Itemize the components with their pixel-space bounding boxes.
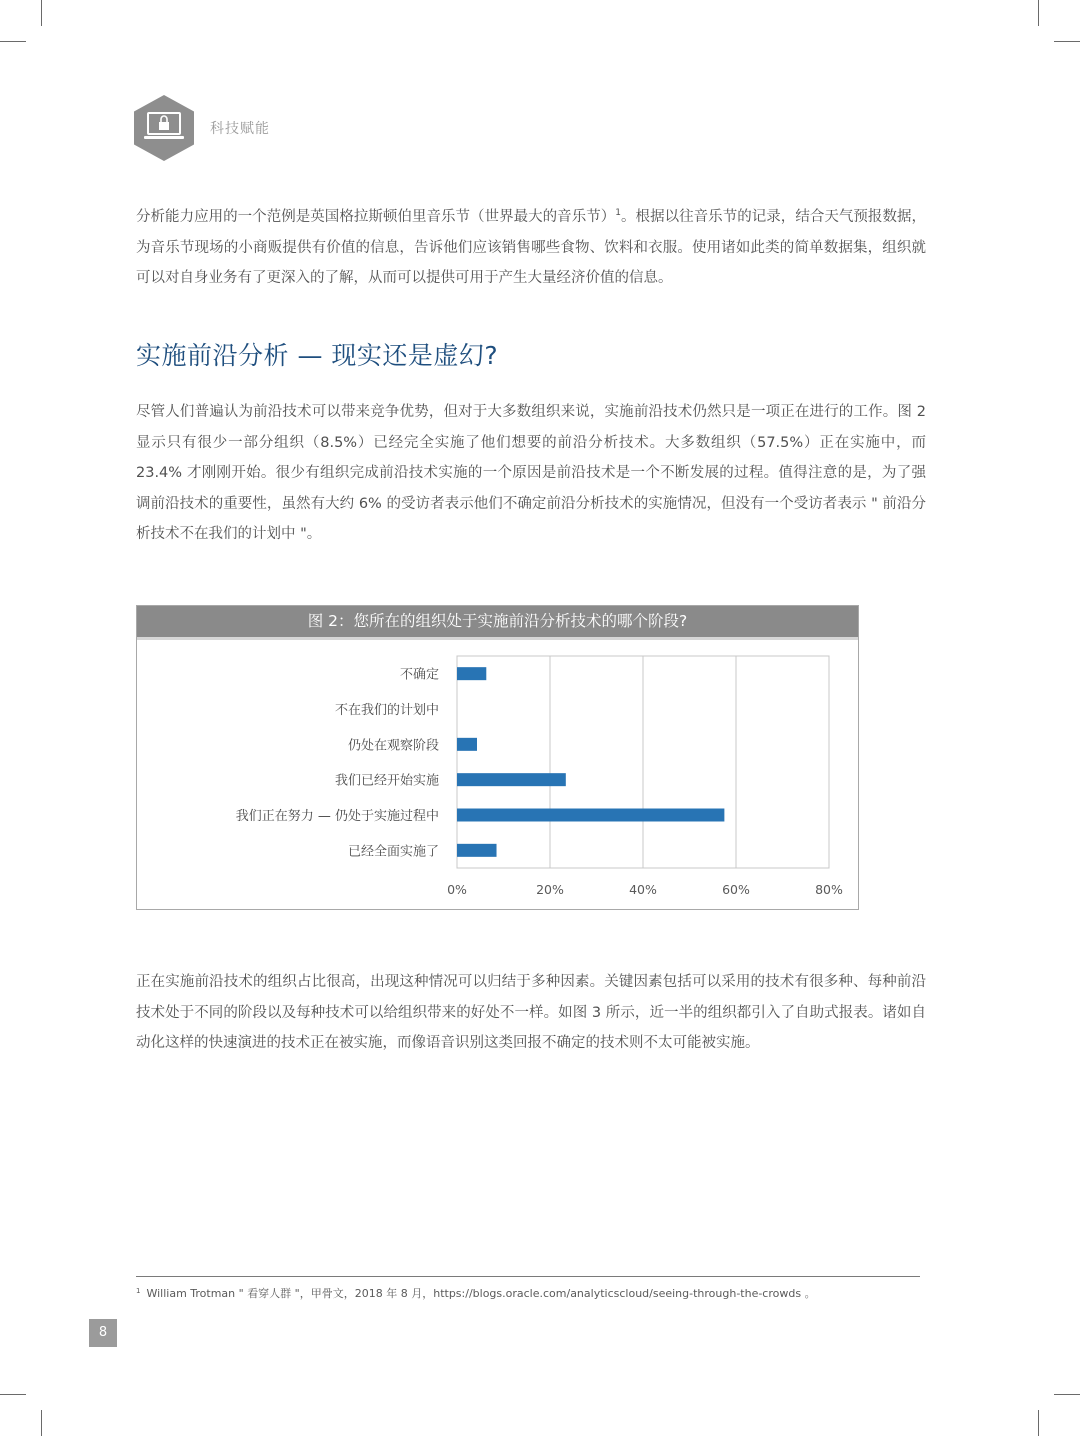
footnote-marker: 1	[136, 1287, 141, 1295]
crop-mark	[0, 1394, 26, 1395]
bar	[457, 844, 497, 857]
crop-mark	[1054, 41, 1080, 42]
laptop-lock-icon	[133, 94, 195, 162]
section-name: 科技赋能	[210, 121, 270, 137]
footnote-ref: 1	[615, 208, 622, 218]
bar	[457, 667, 486, 680]
x-tick-label: 80%	[815, 882, 843, 897]
intro-text-rest: 。根据以往音乐节的记录，结合天气预报数据，为音乐节现场的小商贩提供有价值的信息，告诉他们应该销售哪些食物、饮料和衣服。使用诸如此类的简单数据集，组织就可以对自身业务有了更深入的了解，从而可以提供可用于产生大量经济价值的信息。	[136, 209, 927, 286]
category-label: 不在我们的计划中	[334, 703, 439, 718]
page-number: 8	[89, 1319, 117, 1347]
intro-paragraph	[136, 198, 926, 294]
bar-chart-plot	[137, 606, 860, 911]
crop-mark	[1038, 0, 1039, 26]
crop-mark	[1054, 1394, 1080, 1395]
footnote	[136, 1285, 816, 1301]
category-label: 已经全面实施了	[347, 844, 439, 860]
figure-2-chart	[136, 605, 859, 910]
bar	[457, 809, 724, 822]
footnote-divider	[136, 1276, 920, 1277]
x-tick-label: 20%	[536, 882, 564, 897]
intro-text: 分析能力应用的一个范例是英国格拉斯顿伯里音乐节（世界最大的音乐节）	[136, 209, 616, 225]
crop-mark	[1038, 1410, 1039, 1436]
body-paragraph-2: 正在实施前沿技术的组织占比很高，出现这种情况可以归结于多种因素。关键因素包括可以采用的技术有很多种、每种前沿技术处于不同的阶段以及每种技术可以给组织带来的好处不一样。如图 3 所示，近一半的组织都引入了自助式报表。诸如自动化这样的快速演进的技术正在被实施，而像语音识别这类回报不确定的技术则不太可能被实施。	[136, 974, 926, 1051]
x-tick-label: 40%	[629, 882, 657, 897]
chart-title: 图 2：您所在的组织处于实施前沿分析技术的哪个阶段?	[137, 606, 858, 637]
category-label: 不确定	[399, 667, 439, 683]
crop-mark	[0, 41, 26, 42]
body-paragraph-1: 尽管人们普遍认为前沿技术可以带来竞争优势，但对于大多数组织来说，实施前沿技术仍然只是一项正在进行的工作。图 2 显示只有很少一部分组织（8.5%）已经完全实施了他们想要的前沿分析技术。大多数组织（57.5%）正在实施中，而 23.4% 才刚刚开始。很少有组织完成前沿技术实施的一个原因是前沿技术是一个不断发展的过程。值得注意的是，为了强调前沿技术的重要性，虽然有大约 6% 的受访者表示他们不确定前沿分析技术的实施情况，但没有一个受访者表示 " 前沿分析技术不在我们的计划中 "。	[136, 404, 926, 542]
bar	[457, 738, 477, 751]
crop-mark	[41, 1410, 42, 1436]
category-label: 我们已经开始实施	[334, 773, 439, 789]
crop-mark	[41, 0, 42, 26]
x-tick-label: 60%	[722, 882, 750, 897]
category-label: 仍处在观察阶段	[347, 738, 439, 754]
x-tick-label: 0%	[447, 882, 467, 897]
bar	[457, 773, 566, 786]
section-heading: 实施前沿分析 — 现实还是虚幻?	[136, 341, 499, 370]
footnote-text: William Trotman " 看穿人群 "，甲骨文，2018 年 8 月，https://blogs.oracle.com/analyticscloud/seeing-through-the-crowds 。	[146, 1287, 816, 1300]
category-label: 我们正在努力 — 仍处于实施过程中	[235, 809, 439, 824]
